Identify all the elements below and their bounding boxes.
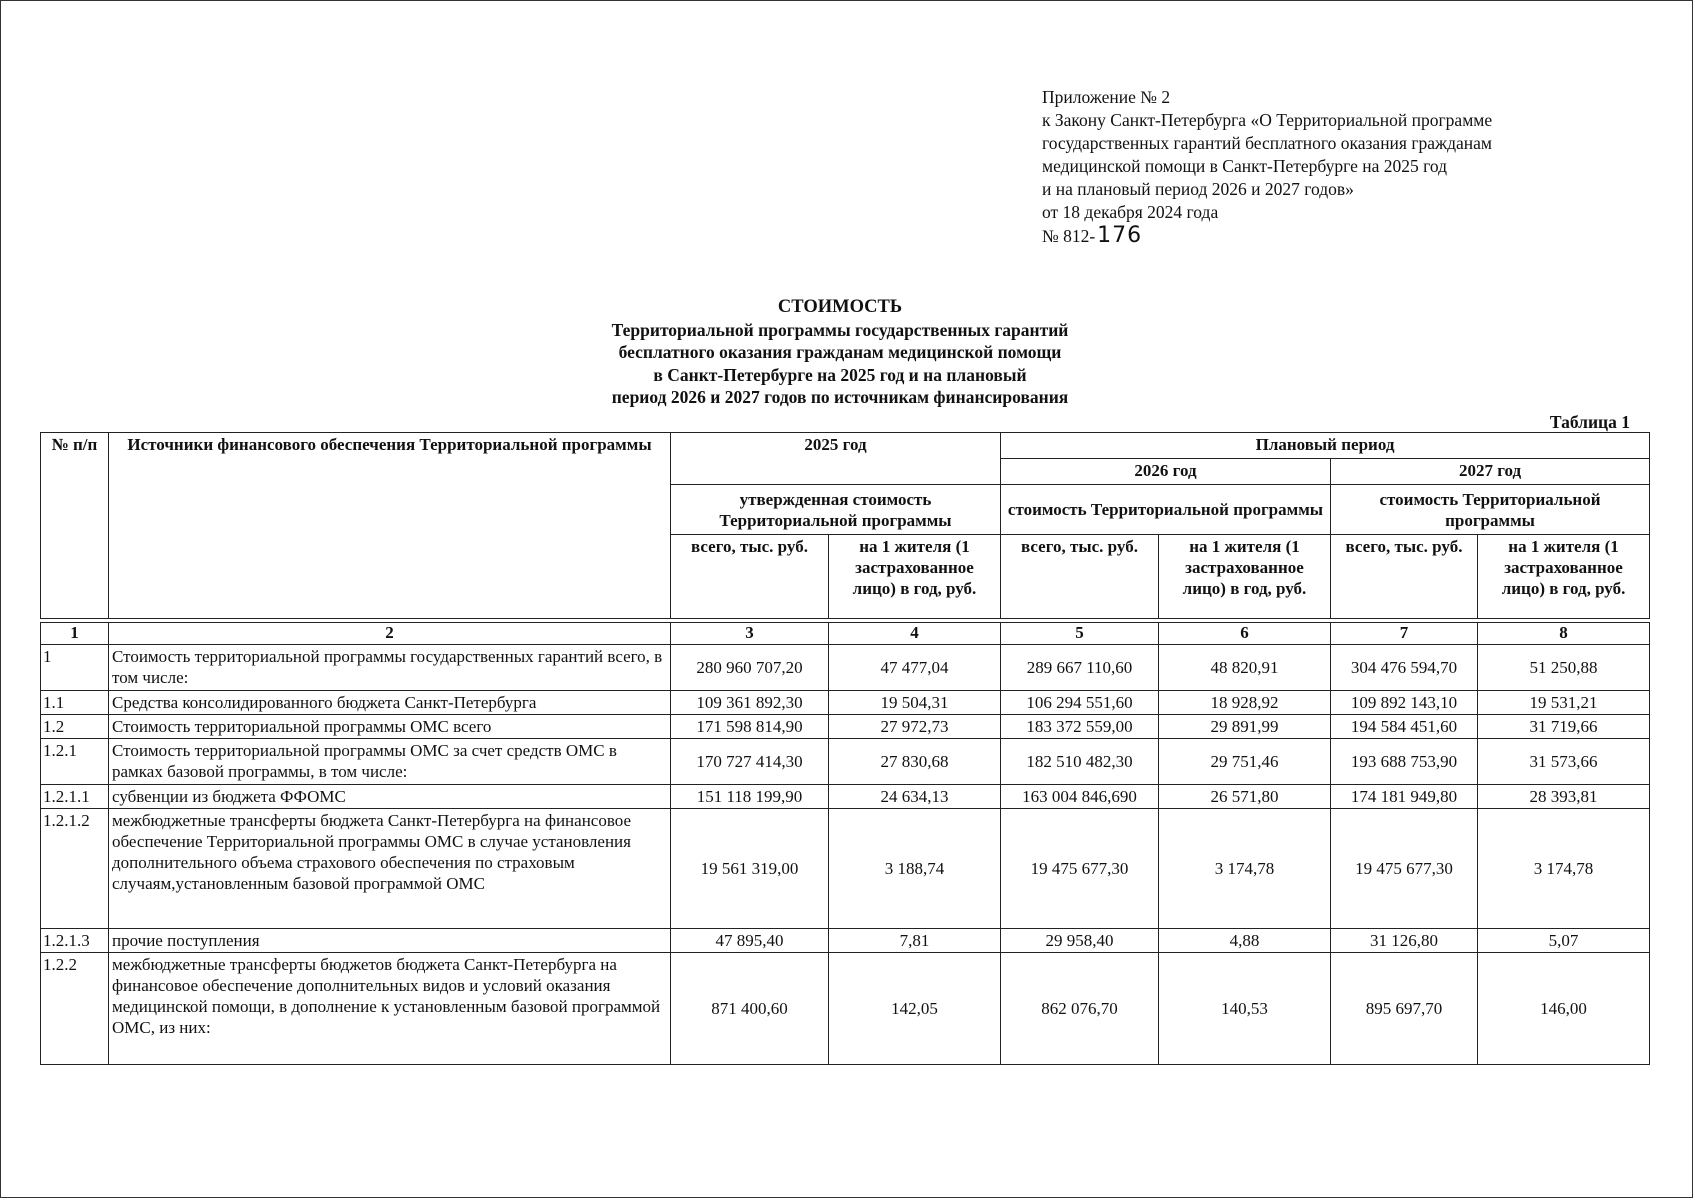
- row-per-capita-2026: 18 928,92: [1159, 691, 1331, 715]
- column-number: 7: [1331, 623, 1478, 645]
- table-row: [41, 691, 1650, 715]
- row-per-capita-2025: 24 634,13: [829, 785, 1001, 809]
- row-total-2025: 171 598 814,90: [671, 715, 829, 739]
- appendix-line: государственных гарантий бесплатного оказания гражданам: [1042, 133, 1493, 153]
- law-number: [1042, 224, 1492, 248]
- law-number-prefix: № 812-: [1042, 226, 1096, 246]
- row-per-capita-2027: 5,07: [1478, 929, 1650, 953]
- row-per-capita-2027: 31 573,66: [1478, 739, 1650, 785]
- row-total-2027: 109 892 143,10: [1331, 691, 1478, 715]
- header-planned-period: Плановый период: [1001, 433, 1650, 459]
- title-line: бесплатного оказания гражданам медицинской помощи: [618, 342, 1062, 362]
- row-total-2025: 151 118 199,90: [671, 785, 829, 809]
- row-total-2026: 106 294 551,60: [1001, 691, 1159, 715]
- row-total-2025: 19 561 319,00: [671, 809, 829, 929]
- appendix-line: Приложение № 2: [1042, 87, 1171, 107]
- header-approved-cost: утвержденная стоимость Территориальной программы: [671, 485, 1001, 535]
- row-total-2025: 280 960 707,20: [671, 645, 829, 691]
- title-line: Территориальной программы государственных гарантий: [611, 319, 1069, 340]
- header-year-2027: 2027 год: [1331, 459, 1650, 485]
- row-code: 1.2.2: [41, 953, 109, 1065]
- row-total-2027: 194 584 451,60: [1331, 715, 1478, 739]
- header-year-2026: 2026 год: [1001, 459, 1331, 485]
- row-per-capita-2026: 140,53: [1159, 953, 1331, 1065]
- table-row: [41, 785, 1650, 809]
- row-total-2026: 29 958,40: [1001, 929, 1159, 953]
- row-total-2027: 304 476 594,70: [1331, 645, 1478, 691]
- title-line: период 2026 и 2027 годов по источникам финансирования: [611, 387, 1069, 407]
- header-total-2026: всего, тыс. руб.: [1001, 535, 1159, 619]
- row-code: 1: [41, 645, 109, 691]
- row-name: субвенции из бюджета ФФОМС: [109, 785, 671, 809]
- row-per-capita-2027: 146,00: [1478, 953, 1650, 1065]
- row-total-2026: 862 076,70: [1001, 953, 1159, 1065]
- header-per-capita-2025: на 1 жителя (1 застрахованное лицо) в год, руб.: [829, 535, 1001, 619]
- header-source: Источники финансового обеспечения Территориальной программы: [109, 433, 671, 619]
- row-total-2026: 19 475 677,30: [1001, 809, 1159, 929]
- table-row: [41, 929, 1650, 953]
- row-per-capita-2026: 29 751,46: [1159, 739, 1331, 785]
- row-per-capita-2026: 4,88: [1159, 929, 1331, 953]
- header-cost-2026: стоимость Территориальной программы: [1001, 485, 1331, 535]
- row-per-capita-2027: 51 250,88: [1478, 645, 1650, 691]
- law-number-handwritten: 176: [1097, 223, 1143, 248]
- column-number: 2: [109, 623, 671, 645]
- row-code: 1.2.1.1: [41, 785, 109, 809]
- row-per-capita-2025: 3 188,74: [829, 809, 1001, 929]
- header-total-2027: всего, тыс. руб.: [1331, 535, 1478, 619]
- header-per-capita-2026: на 1 жителя (1 застрахованное лицо) в год, руб.: [1159, 535, 1331, 619]
- header-cost-2027: стоимость Территориальной программы: [1331, 485, 1650, 535]
- row-per-capita-2027: 28 393,81: [1478, 785, 1650, 809]
- row-name: Стоимость территориальной программы ОМС за счет средств ОМС в рамках базовой программы, в том числе:: [109, 739, 671, 785]
- row-total-2027: 19 475 677,30: [1331, 809, 1478, 929]
- row-total-2026: 289 667 110,60: [1001, 645, 1159, 691]
- row-code: 1.2.1.2: [41, 809, 109, 929]
- column-number: 5: [1001, 623, 1159, 645]
- row-total-2027: 174 181 949,80: [1331, 785, 1478, 809]
- row-total-2026: 163 004 846,690: [1001, 785, 1159, 809]
- row-per-capita-2025: 27 972,73: [829, 715, 1001, 739]
- row-code: 1.2: [41, 715, 109, 739]
- column-number: 8: [1478, 623, 1650, 645]
- row-per-capita-2027: 3 174,78: [1478, 809, 1650, 929]
- header-num: № п/п: [41, 433, 109, 619]
- row-code: 1.2.1.3: [41, 929, 109, 953]
- row-total-2025: 47 895,40: [671, 929, 829, 953]
- row-per-capita-2025: 7,81: [829, 929, 1001, 953]
- row-per-capita-2026: 29 891,99: [1159, 715, 1331, 739]
- row-total-2025: 109 361 892,30: [671, 691, 829, 715]
- title-main: СТОИМОСТЬ: [777, 297, 903, 317]
- row-per-capita-2026: 48 820,91: [1159, 645, 1331, 691]
- table-row: [41, 739, 1650, 785]
- row-per-capita-2025: 19 504,31: [829, 691, 1001, 715]
- row-per-capita-2027: 31 719,66: [1478, 715, 1650, 739]
- appendix-line: от 18 декабря 2024 года: [1042, 202, 1219, 222]
- row-per-capita-2025: 47 477,04: [829, 645, 1001, 691]
- table-row: [41, 645, 1650, 691]
- row-name: прочие поступления: [109, 929, 671, 953]
- table-label: Таблица 1: [1549, 412, 1630, 432]
- header-total-2025: всего, тыс. руб.: [671, 535, 829, 619]
- row-total-2026: 183 372 559,00: [1001, 715, 1159, 739]
- column-number: 4: [829, 623, 1001, 645]
- row-per-capita-2026: 3 174,78: [1159, 809, 1331, 929]
- row-per-capita-2026: 26 571,80: [1159, 785, 1331, 809]
- row-name: Стоимость территориальной программы государственных гарантий всего, в том числе:: [109, 645, 671, 691]
- appendix-block: [1042, 86, 1492, 248]
- row-total-2027: 31 126,80: [1331, 929, 1478, 953]
- appendix-line: к Закону Санкт-Петербурга «О Территориальной программе: [1042, 110, 1493, 130]
- header-year-2025: 2025 год: [671, 433, 1001, 485]
- financing-table: [40, 432, 1650, 1065]
- row-code: 1.1: [41, 691, 109, 715]
- row-name: межбюджетные трансферты бюджета Санкт-Петербурга на финансовое обеспечение Территориальной программы ОМС в случае установления дополнительного объема страхового обеспечения по страховым случаям,установленным базовой программой ОМС: [109, 809, 671, 929]
- row-name: межбюджетные трансферты бюджетов бюджета Санкт-Петербурга на финансовое обеспечение дополнительных видов и условий оказания медицинской помощи, в дополнение к установленным базовой программой ОМС, из них:: [109, 953, 671, 1065]
- row-total-2025: 170 727 414,30: [671, 739, 829, 785]
- row-total-2025: 871 400,60: [671, 953, 829, 1065]
- table-row: [41, 715, 1650, 739]
- table-row: [41, 953, 1650, 1065]
- row-total-2026: 182 510 482,30: [1001, 739, 1159, 785]
- header-per-capita-2027: на 1 жителя (1 застрахованное лицо) в год, руб.: [1478, 535, 1650, 619]
- row-per-capita-2027: 19 531,21: [1478, 691, 1650, 715]
- column-number: 1: [41, 623, 109, 645]
- row-per-capita-2025: 27 830,68: [829, 739, 1001, 785]
- row-per-capita-2025: 142,05: [829, 953, 1001, 1065]
- table-row: [41, 809, 1650, 929]
- row-name: Стоимость территориальной программы ОМС всего: [109, 715, 671, 739]
- document-title: [540, 296, 1140, 409]
- appendix-line: и на плановый период 2026 и 2027 годов»: [1042, 179, 1354, 199]
- column-number: 3: [671, 623, 829, 645]
- appendix-line: медицинской помощи в Санкт-Петербурге на 2025 год: [1042, 156, 1448, 176]
- column-number: 6: [1159, 623, 1331, 645]
- title-line: в Санкт-Петербурге на 2025 год и на плановый: [653, 364, 1027, 385]
- row-code: 1.2.1: [41, 739, 109, 785]
- row-name: Средства консолидированного бюджета Санкт-Петербурга: [109, 691, 671, 715]
- row-total-2027: 193 688 753,90: [1331, 739, 1478, 785]
- row-total-2027: 895 697,70: [1331, 953, 1478, 1065]
